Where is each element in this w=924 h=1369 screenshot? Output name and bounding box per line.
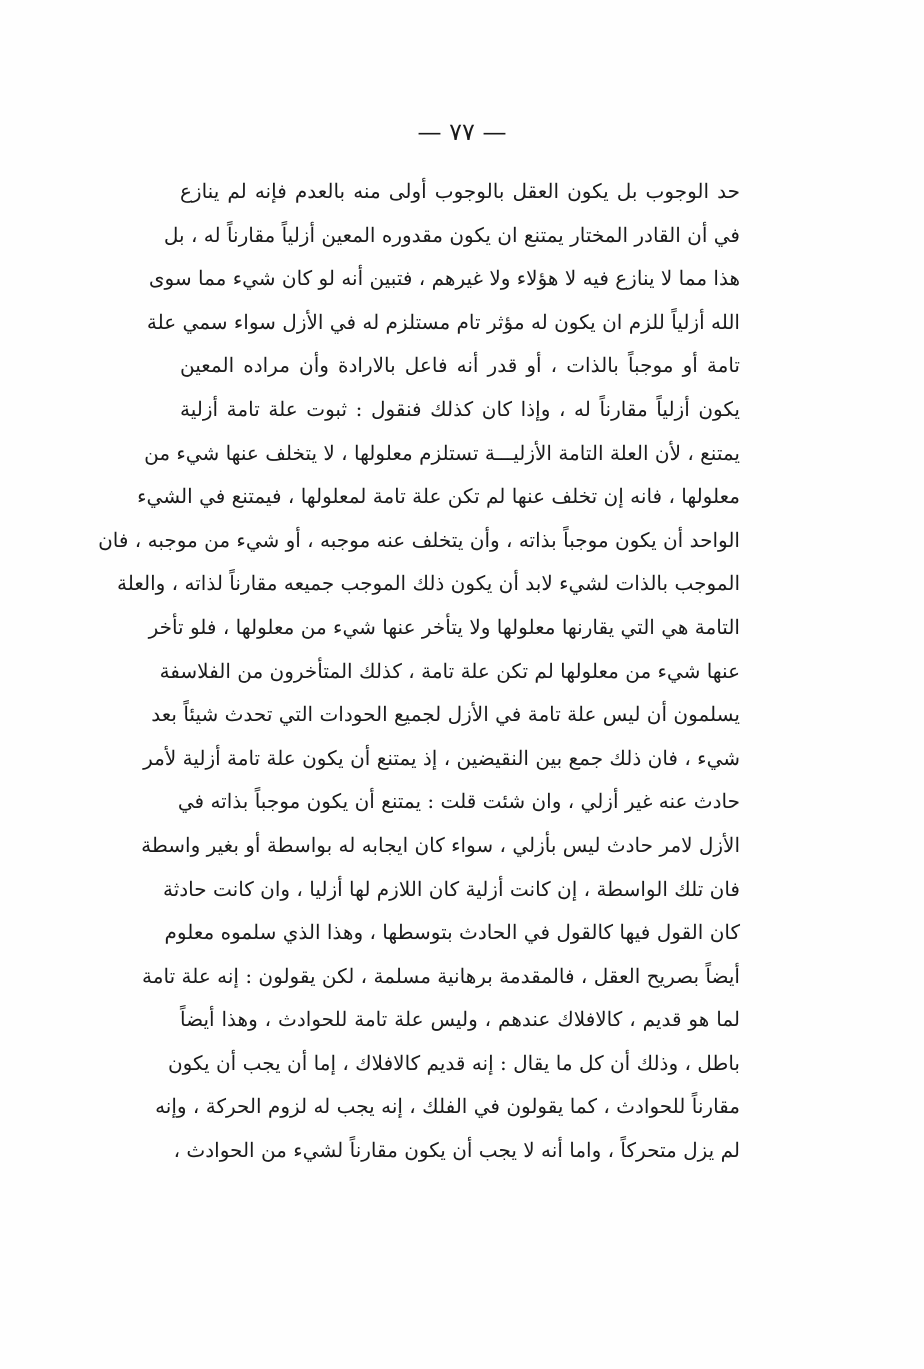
text-line: شيء ، فان ذلك جمع بين النقيضين ، إذ يمتنع أن يكون علة تامة أزلية لأمر bbox=[143, 745, 740, 770]
text-line: لما هو قديم ، كالافلاك عندهم ، وليس علة تامة للحوادث ، وهذا أيضاً bbox=[180, 1007, 740, 1032]
text-line: معلولها ، فانه إن تخلف عنها لم تكن علة تامة لمعلولها ، فيمتنع في الشيء bbox=[137, 484, 740, 509]
body-text bbox=[98, 170, 740, 1173]
text-line: تامة أو موجباً بالذات ، أو قدر أنه فاعل بالارادة وأن مراده المعين bbox=[180, 353, 740, 378]
text-line: حد الوجوب بل يكون العقل بالوجوب أولى منه بالعدم فإنه لم ينازع bbox=[180, 179, 740, 203]
text-line: الله أزلياً للزم ان يكون له مؤثر تام مستلزم له في الأزل سواء سمي علة bbox=[146, 309, 740, 334]
text-line: التامة هي التي يقارنها معلولها ولا يتأخر عنها شيء من معلولها ، فلو تأخر bbox=[148, 614, 740, 639]
text-line: يمتنع ، لأن العلة التامة الأزليـــة تستلزم معلولها ، لا يتخلف عنها شيء من bbox=[144, 440, 740, 465]
text-line: الأزل لامر حادث ليس بأزلي ، سواء كان ايجابه له بواسطة أو بغير واسطة bbox=[141, 832, 740, 857]
text-line: أيضاً بصريح العقل ، فالمقدمة برهانية مسلمة ، لكن يقولون : إنه علة تامة bbox=[142, 963, 740, 988]
text-line: لم يزل متحركاً ، واما أنه لا يجب أن يكون مقارناً لشيء من الحوادث ، bbox=[173, 1138, 740, 1163]
text-line: يسلمون أن ليس علة تامة في الأزل لجميع الحودات التي تحدث شيئاً بعد bbox=[151, 702, 740, 727]
text-line: الواحد أن يكون موجباً بذاته ، وأن يتخلف عنه موجبه ، أو شيء من موجبه ، فان bbox=[98, 527, 740, 552]
text-line: في أن القادر المختار يمتنع ان يكون مقدوره المعين أزلياً مقارناً له ، بل bbox=[163, 222, 740, 247]
text-line: الموجب بالذات لشيء لابد أن يكون ذلك الموجب جميعه مقارناً لذاته ، والعلة bbox=[117, 571, 740, 596]
text-line: فان تلك الواسطة ، إن كانت أزلية كان اللازم لها أزليا ، وان كانت حادثة bbox=[162, 876, 740, 901]
text-line: باطل ، وذلك أن كل ما يقال : إنه قديم كالافلاك ، إما أن يجب أن يكون bbox=[167, 1050, 740, 1075]
text-line: عنها شيء من معلولها لم تكن علة تامة ، كذلك المتأخرون من الفلاسفة bbox=[159, 658, 740, 683]
text-line: كان القول فيها كالقول في الحادث بتوسطها ، وهذا الذي سلموه معلوم bbox=[164, 920, 740, 945]
text-line: حادث عنه غير أزلي ، وان شئت قلت : يمتنع أن يكون موجباً بذاته في bbox=[177, 789, 740, 814]
text-line: هذا مما لا ينازع فيه لا هؤلاء ولا غيرهم ، فتبين أنه لو كان شيء مما سوى bbox=[148, 266, 740, 291]
text-line: مقارناً للحوادث ، كما يقولون في الفلك ، إنه يجب له لزوم الحركة ، وإنه bbox=[155, 1094, 740, 1119]
page-number: — ٧٧ — bbox=[417, 118, 507, 146]
text-line: يكون أزلياً مقارناً له ، وإذا كان كذلك فنقول : ثبوت علة تامة أزلية bbox=[180, 396, 740, 421]
